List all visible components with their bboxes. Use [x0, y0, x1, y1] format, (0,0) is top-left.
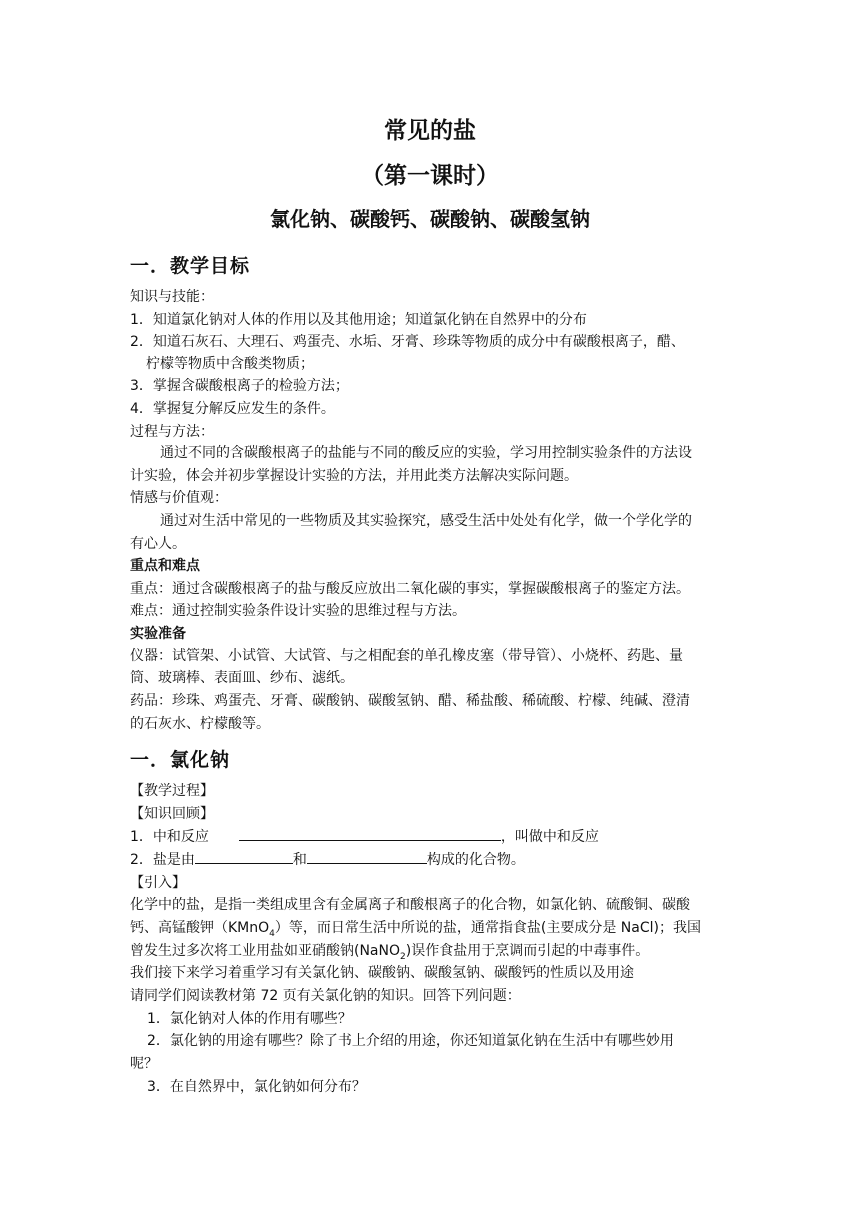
key-points-heading: 重点和难点 [130, 558, 200, 574]
section-heading-sodium-chloride: 一．氯化钠 [130, 749, 231, 771]
fill-blank[interactable] [239, 826, 501, 841]
instruments-text: 仪器：试管架、小试管、大试管、与之相配套的单孔橡皮塞（带导管）、小烧杯、药匙、量 [130, 648, 683, 664]
introduction-tag: 【引入】 [130, 875, 186, 891]
chemicals-text: 药品：珍珠、鸡蛋壳、牙膏、碳酸钠、碳酸氢钠、醋、稀盐酸、稀硫酸、柠檬、纯碱、澄清 [130, 693, 690, 709]
emotion-text: 有心人。 [130, 536, 186, 552]
section-heading-objectives: 一．教学目标 [130, 255, 251, 277]
knowledge-label: 知识与技能： [130, 289, 214, 305]
document-title: 常见的盐 [384, 118, 476, 144]
process-text: 通过不同的含碳酸根离子的盐能与不同的酸反应的实验，学习用控制实验条件的方法设 [160, 445, 692, 461]
reading-question: 3．在自然界中，氯化钠如何分布？ [147, 1079, 366, 1095]
review-question-2 [130, 849, 525, 871]
emotion-text: 通过对生活中常见的一些物质及其实验探究，感受生活中处处有化学，做一个学化学的 [160, 513, 692, 529]
process-label: 过程与方法： [130, 424, 214, 440]
emotion-label: 情感与价值观： [130, 490, 228, 506]
teaching-process-tag: 【教学过程】 [130, 783, 214, 799]
reading-question-continuation: 呢？ [130, 1056, 158, 1072]
introduction-text-part: 曾发生过多次将工业用盐如亚硝酸钠(NaNO [130, 943, 401, 959]
knowledge-review-tag: 【知识回顾】 [130, 806, 214, 822]
formula-subscript: 2 [400, 951, 406, 962]
objective-item: 3．掌握含碳酸根离子的检验方法； [130, 378, 349, 394]
review-question-1-suffix: ，叫做中和反应 [500, 829, 599, 845]
preparation-heading: 实验准备 [130, 626, 186, 642]
reading-question: 2．氯化钠的用途有哪些？除了书上介绍的用途，你还知道氯化钠在生活中有哪些妙用 [147, 1033, 674, 1049]
review-question-2-mid: 和 [292, 852, 307, 868]
document-topic: 氯化钠、碳酸钙、碳酸钠、碳酸氢钠 [270, 207, 590, 231]
introduction-text: 请同学们阅读教材第 72 页有关氯化钠的知识。回答下列问题： [130, 988, 521, 1004]
review-question-1 [130, 826, 599, 848]
key-point: 重点：通过含碳酸根离子的盐与酸反应放出二氧化碳的事实，掌握碳酸根离子的鉴定方法。 [130, 581, 690, 597]
objective-item-continuation: 柠檬等物质中含酸类物质； [146, 356, 314, 372]
introduction-text: 化学中的盐，是指一类组成里含有金属离子和酸根离子的化合物，如氯化钠、硫酸铜、碳酸 [130, 897, 690, 913]
document-subtitle: （第一课时） [361, 163, 499, 189]
review-question-2-prefix: 2．盐是由 [130, 852, 195, 868]
reading-question: 1．氯化钠对人体的作用有哪些？ [147, 1011, 352, 1027]
process-text: 计实验，体会并初步掌握设计实验的方法，并用此类方法解决实际问题。 [130, 468, 578, 484]
difficult-point: 难点：通过控制实验条件设计实验的思维过程与方法。 [130, 603, 466, 619]
formula-subscript: 4 [269, 928, 275, 939]
review-question-1-prefix: 1．中和反应 [130, 829, 209, 845]
introduction-text-part: ）等，而日常生活中所说的盐，通常指食盐(主要成分是 NaCl)；我国 [274, 920, 701, 936]
instruments-text: 筒、玻璃棒、表面皿、纱布、滤纸。 [130, 670, 354, 686]
introduction-text-part: 钙、高锰酸钾（KMnO [130, 920, 270, 936]
introduction-text: 我们接下来学习着重学习有关氯化钠、碳酸钠、碳酸氢钠、碳酸钙的性质以及用途 [130, 965, 634, 981]
fill-blank[interactable] [195, 849, 293, 864]
review-question-2-suffix: 构成的化合物。 [426, 852, 525, 868]
chemicals-text: 的石灰水、柠檬酸等。 [130, 716, 270, 732]
objective-item: 1．知道氯化钠对人体的作用以及其他用途；知道氯化钠在自然界中的分布 [130, 312, 587, 328]
fill-blank[interactable] [307, 849, 427, 864]
objective-item: 4．掌握复分解反应发生的条件。 [130, 401, 335, 417]
objective-item: 2．知道石灰石、大理石、鸡蛋壳、水垢、牙膏、珍珠等物质的成分中有碳酸根离子，醋、 [130, 334, 685, 350]
introduction-text-part: )误作食盐用于烹调而引起的中毒事件。 [405, 943, 650, 959]
